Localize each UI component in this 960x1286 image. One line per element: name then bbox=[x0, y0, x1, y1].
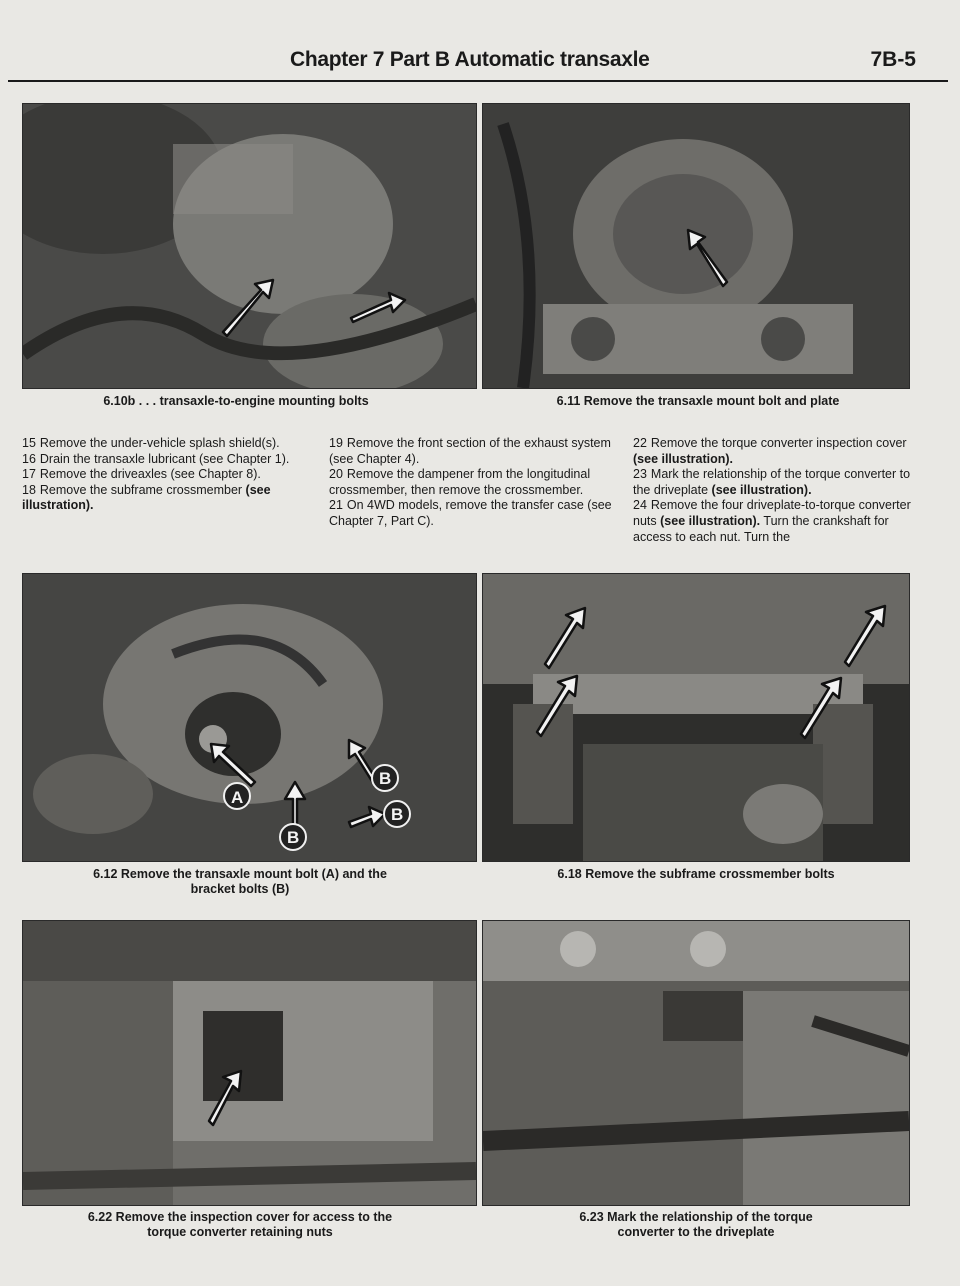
step-23: 23 Mark the relationship of the torque converter to the driveplate (see illustration). bbox=[633, 467, 911, 497]
step-19: 19 Remove the front section of the exhaust system (see Chapter 4). bbox=[329, 436, 611, 466]
svg-text:B: B bbox=[287, 828, 300, 847]
step-16: 16 Drain the transaxle lubricant (see Chapter 1). bbox=[22, 451, 290, 466]
svg-text:B: B bbox=[391, 805, 404, 824]
page-number: 7B-5 bbox=[870, 48, 916, 71]
photo-6-10b bbox=[22, 103, 477, 389]
caption-6-23: 6.23 Mark the relationship of the torque converter to the driveplate bbox=[579, 1210, 813, 1239]
steps-column-3 bbox=[633, 436, 911, 545]
caption-6-22: 6.22 Remove the inspection cover for access to the torque converter retaining nuts bbox=[87, 1210, 393, 1239]
photo-6-11 bbox=[482, 103, 910, 389]
step-22: 22 Remove the torque converter inspection cover (see illustration). bbox=[633, 436, 907, 466]
photo-6-12 bbox=[22, 573, 477, 862]
photo-6-23 bbox=[482, 920, 910, 1206]
steps-column-1 bbox=[22, 436, 310, 514]
caption-6-18: 6.18 Remove the subframe crossmember bolts bbox=[557, 867, 835, 881]
photo-6-18 bbox=[482, 573, 910, 862]
step-20: 20 Remove the dampener from the longitudinal crossmember, then remove the crossmember. bbox=[329, 467, 591, 497]
photo-6-22 bbox=[22, 920, 477, 1206]
callout-a bbox=[224, 783, 250, 809]
step-21: 21 On 4WD models, remove the transfer case (see Chapter 7, Part C). bbox=[329, 498, 612, 528]
svg-text:A: A bbox=[231, 788, 244, 807]
step-15: 15 Remove the under-vehicle splash shield(s). bbox=[22, 436, 280, 450]
chapter-title: Chapter 7 Part B Automatic transaxle bbox=[290, 48, 650, 71]
header-rule bbox=[8, 80, 948, 82]
svg-text:B: B bbox=[379, 769, 392, 788]
step-17: 17 Remove the driveaxles (see Chapter 8). bbox=[22, 467, 261, 482]
steps-column-2 bbox=[329, 436, 615, 530]
step-18: 18 Remove the subframe crossmember (see illustration). bbox=[22, 482, 271, 513]
callout-b-2 bbox=[280, 824, 306, 850]
caption-6-11: 6.11 Remove the transaxle mount bolt and plate bbox=[556, 394, 840, 408]
step-24: 24 Remove the four driveplate-to-torque converter nuts (see illustration). Turn the crankshaft for access to each nut. Turn the bbox=[633, 498, 911, 544]
callout-b-1 bbox=[372, 765, 398, 791]
page-header bbox=[0, 48, 960, 84]
callout-b-3 bbox=[384, 801, 410, 827]
caption-6-12: 6.12 Remove the transaxle mount bolt (A) and the bracket bolts (B) bbox=[93, 867, 387, 896]
caption-6-10b: 6.10b . . . transaxle-to-engine mounting bolts bbox=[103, 394, 369, 408]
